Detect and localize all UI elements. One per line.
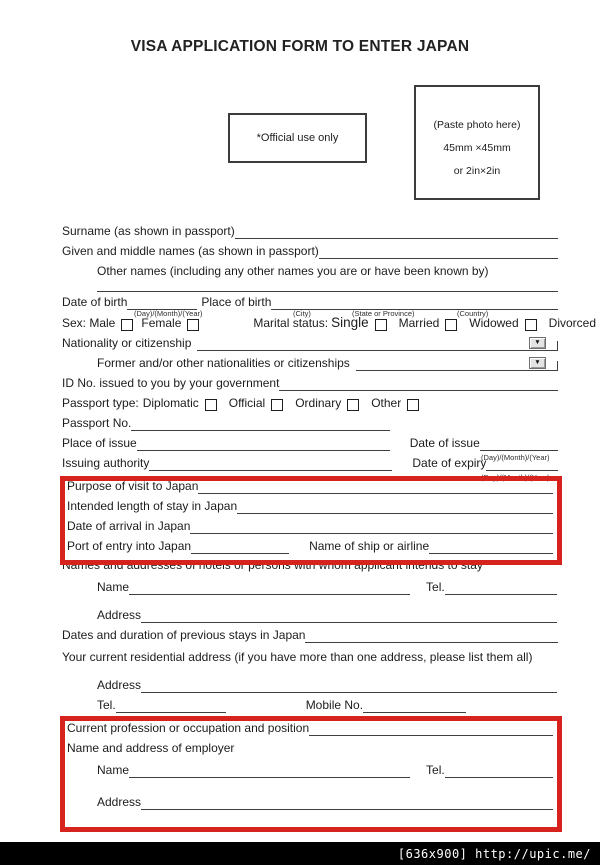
- residential-address-label: Address: [97, 678, 142, 693]
- hotel-name-line[interactable]: [129, 582, 410, 595]
- hotel-address-line[interactable]: [141, 610, 557, 623]
- former-nationalities-row: [97, 356, 558, 371]
- passport-type-label: Passport type:: [62, 396, 139, 411]
- nationality-row: [62, 336, 558, 351]
- residential-tel-label: Tel.: [97, 698, 116, 713]
- former-nationalities-label: Former and/or other nationalities or citizenships: [97, 356, 350, 371]
- passport-no-line[interactable]: [131, 418, 390, 431]
- marital-status-label: Marital status:: [253, 316, 329, 331]
- employer-heading-label: Name and address of employer: [67, 741, 235, 756]
- widowed-checkbox[interactable]: [525, 319, 537, 331]
- surname-row: [62, 224, 558, 239]
- ordinary-label: Ordinary: [295, 396, 342, 411]
- residential-address-line[interactable]: [141, 680, 557, 693]
- nationality-label: Nationality or citizenship: [62, 336, 192, 351]
- passport-type-row: [62, 396, 419, 411]
- married-checkbox[interactable]: [445, 319, 457, 331]
- employer-name-label: Name: [97, 763, 130, 778]
- employer-address-label: Address: [97, 795, 142, 810]
- place-of-issue-label: Place of issue: [62, 436, 137, 451]
- mobile-no-line[interactable]: [363, 700, 466, 713]
- other-names-line-row: [97, 277, 558, 292]
- previous-stays-row: [62, 628, 558, 643]
- photo-box-line1: (Paste photo here): [433, 119, 521, 131]
- port-of-entry-label: Port of entry into Japan: [67, 539, 192, 554]
- issue-format-hint: (Day)/(Month)/(Year): [481, 453, 550, 462]
- employer-name-line[interactable]: [129, 765, 410, 778]
- official-label: Official: [228, 396, 266, 411]
- length-of-stay-label: Intended length of stay in Japan: [67, 499, 238, 514]
- id-no-label: ID No. issued to you by your government: [62, 376, 280, 391]
- line-end-tick: [557, 361, 558, 370]
- purpose-label: Purpose of visit to Japan: [67, 479, 199, 494]
- country-hint: (Country): [457, 309, 489, 318]
- photo-box-line2: 45mm ×45mm: [443, 142, 511, 154]
- employer-address-line[interactable]: [141, 797, 553, 810]
- single-checkbox[interactable]: [375, 319, 387, 331]
- nationality-line[interactable]: [197, 338, 558, 351]
- date-of-issue-line[interactable]: [480, 438, 558, 451]
- residential-heading-label: Your current residential address (if you have more than one address, please list them all): [62, 650, 533, 665]
- arrival-date-label: Date of arrival in Japan: [67, 519, 191, 534]
- other-label: Other: [371, 396, 402, 411]
- given-names-row: [62, 244, 558, 259]
- date-of-issue-label: Date of issue: [409, 436, 480, 451]
- expiry-row: [62, 456, 558, 471]
- married-label: Married: [398, 316, 440, 331]
- female-label: Female: [141, 316, 182, 331]
- given-names-label: Given and middle names (as shown in passport): [62, 244, 319, 259]
- state-province-hint: (State or Province): [352, 309, 415, 318]
- birth-row: [62, 295, 558, 310]
- diplomatic-label: Diplomatic: [142, 396, 199, 411]
- date-of-expiry-line[interactable]: [486, 458, 558, 471]
- employer-address-row: [97, 795, 553, 810]
- profession-line[interactable]: [309, 723, 553, 736]
- employer-tel-line[interactable]: [445, 765, 553, 778]
- issue-row: [62, 436, 558, 451]
- dropdown-arrow-icon: ▼: [534, 338, 541, 346]
- issuing-authority-line[interactable]: [149, 458, 392, 471]
- male-checkbox[interactable]: [121, 319, 133, 331]
- residential-address-row: [97, 678, 557, 693]
- previous-stays-label: Dates and duration of previous stays in Japan: [62, 628, 306, 643]
- former-nationalities-dropdown[interactable]: [529, 357, 546, 369]
- other-checkbox[interactable]: [407, 399, 419, 411]
- city-hint: (City): [293, 309, 311, 318]
- other-names-line[interactable]: [97, 279, 558, 292]
- date-of-birth-label: Date of birth: [62, 295, 128, 310]
- dropdown-arrow-icon: ▼: [534, 358, 541, 366]
- ship-airline-label: Name of ship or airline: [309, 539, 430, 554]
- profession-row: [67, 721, 553, 736]
- issuing-authority-label: Issuing authority: [62, 456, 150, 471]
- official-checkbox[interactable]: [271, 399, 283, 411]
- employer-heading: [67, 741, 234, 756]
- female-checkbox[interactable]: [187, 319, 199, 331]
- sex-marital-row: [62, 316, 600, 331]
- length-of-stay-row: [67, 499, 553, 514]
- hotel-tel-line[interactable]: [445, 582, 557, 595]
- employer-tel-label: Tel.: [426, 763, 445, 778]
- hotels-heading-label: Names and addresses of hotels or persons with whom applicant intends to stay: [62, 558, 483, 573]
- official-use-label: *Official use only: [256, 132, 339, 144]
- former-nationalities-line[interactable]: [356, 358, 558, 371]
- watermark-text: [636x900] http://upic.me/: [397, 846, 591, 861]
- employer-name-row: [97, 763, 553, 778]
- profession-label: Current profession or occupation and position: [67, 721, 310, 736]
- sex-male-label: Sex: Male: [62, 316, 116, 331]
- ship-airline-line[interactable]: [429, 541, 553, 554]
- hotels-heading: [62, 558, 483, 573]
- widowed-label: Widowed: [469, 316, 519, 331]
- residential-tel-line[interactable]: [116, 700, 226, 713]
- purpose-line[interactable]: [198, 481, 553, 494]
- passport-no-row: [62, 416, 390, 431]
- surname-line[interactable]: [235, 226, 558, 239]
- purpose-row: [67, 479, 553, 494]
- port-of-entry-line[interactable]: [191, 541, 289, 554]
- dob-format-hint: (Day)/(Month)/(Year): [134, 309, 203, 318]
- hotel-name-row: [97, 580, 557, 595]
- hotel-address-row: [97, 608, 557, 623]
- photo-paste-box: [414, 85, 540, 200]
- page-title: VISA APPLICATION FORM TO ENTER JAPAN: [130, 38, 470, 55]
- mobile-no-label: Mobile No.: [305, 698, 364, 713]
- residential-heading: [62, 650, 532, 665]
- ordinary-checkbox[interactable]: [347, 399, 359, 411]
- single-label: Single: [331, 315, 369, 331]
- other-names-label: Other names (including any other names you are or have been known by): [97, 264, 489, 279]
- length-of-stay-line[interactable]: [237, 501, 553, 514]
- id-no-line[interactable]: [279, 378, 558, 391]
- diplomatic-checkbox[interactable]: [205, 399, 217, 411]
- given-names-line[interactable]: [319, 246, 558, 259]
- line-end-tick: [557, 341, 558, 350]
- place-of-issue-line[interactable]: [137, 438, 390, 451]
- hotel-tel-label: Tel.: [426, 580, 445, 595]
- date-of-expiry-label: Date of expiry: [412, 456, 487, 471]
- expiry-format-hint: (Day)/(Month)/(Year): [481, 473, 550, 482]
- port-of-entry-row: [67, 539, 553, 554]
- arrival-date-row: [67, 519, 553, 534]
- watermark-bar: [0, 842, 600, 865]
- place-of-birth-label: Place of birth: [201, 295, 272, 310]
- arrival-date-line[interactable]: [190, 521, 553, 534]
- passport-no-label: Passport No.: [62, 416, 132, 431]
- id-no-row: [62, 376, 558, 391]
- hotel-name-label: Name: [97, 580, 130, 595]
- photo-box-line3: or 2in×2in: [453, 165, 501, 177]
- tel-mobile-row: [97, 698, 466, 713]
- surname-label: Surname (as shown in passport): [62, 224, 235, 239]
- previous-stays-line[interactable]: [305, 630, 558, 643]
- divorced-label: Divorced: [548, 316, 597, 331]
- hotel-address-label: Address: [97, 608, 142, 623]
- nationality-dropdown[interactable]: [529, 337, 546, 349]
- official-use-box: [228, 113, 367, 163]
